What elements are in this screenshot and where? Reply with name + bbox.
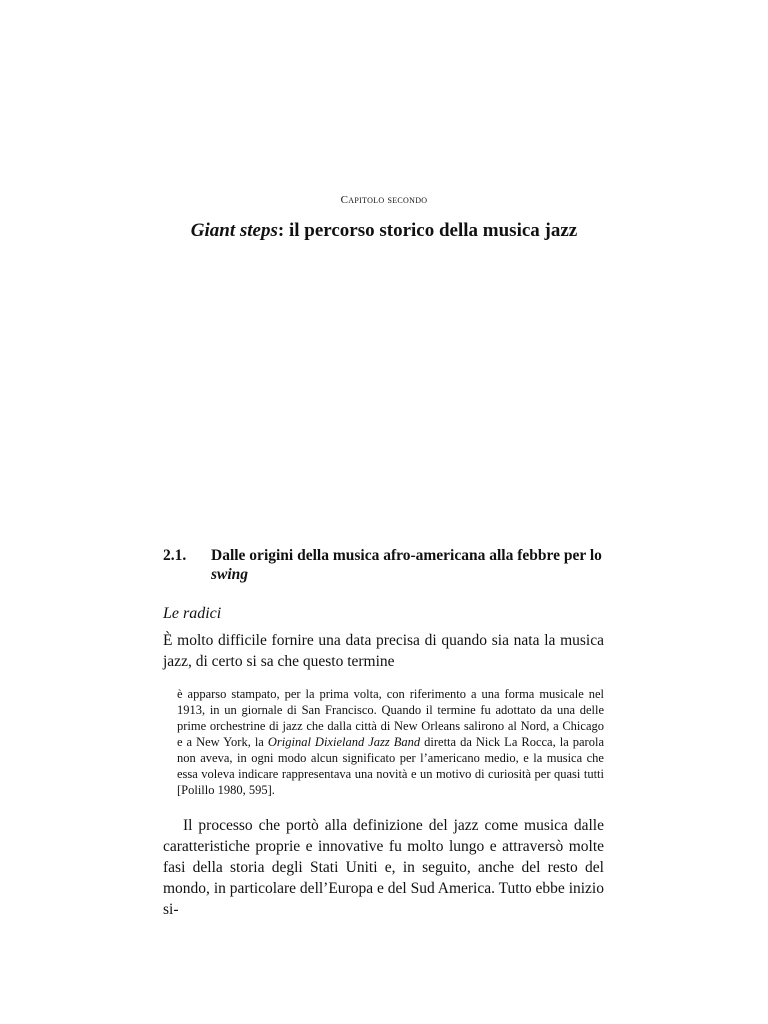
- chapter-label-text: Capitolo secondo: [340, 194, 428, 206]
- subheading: Le radici: [163, 605, 222, 622]
- block-quote: [177, 686, 604, 798]
- quote-part-1: è apparso stampato, per la prima volta, con riferimento a una forma musicale nel 1913, in un giornale di San Francisco. Quando il termine fu adottato da una delle prime orchestrine di jazz che dalla città di New Orleans salirono al Nord, a Chicago e a New York, la: [177, 687, 604, 749]
- paragraph-1: È molto difficile fornire una data precisa di quando sia nata la musica jazz, di certo si sa che questo termine: [163, 632, 604, 670]
- chapter-label: [0, 194, 768, 206]
- section-title-italic: swing: [211, 566, 249, 583]
- chapter-title-rest: : il percorso storico della musica jazz: [277, 220, 578, 241]
- quote-italic: Original Dixieland Jazz Band: [267, 735, 421, 749]
- section-title: [211, 546, 631, 584]
- quote-part-2: diretta da Nick La Rocca, la parola non aveva, in ogni modo alcun significato per l’americano medio, e la musica che essa voleva indicare rappresentava una novità e un motivo di curiosità per quasi tutti [Polillo 1980, 595].: [177, 735, 604, 797]
- chapter-title-italic: Giant steps: [190, 220, 278, 241]
- section-number: 2.1.: [163, 547, 187, 564]
- chapter-title: [0, 220, 768, 242]
- section-title-text: Dalle origini della musica afro-americana alla febbre per lo: [211, 547, 602, 564]
- paragraph-2: Il processo che portò alla definizione del jazz come musica dalle caratteristiche proprie e innovative fu molto lungo e attraversò molte fasi della storia degli Stati Uniti e, in seguito, anche del resto del mondo, in particolare dell’Europa e del Sud America. Tutto ebbe inizio si-: [163, 817, 604, 918]
